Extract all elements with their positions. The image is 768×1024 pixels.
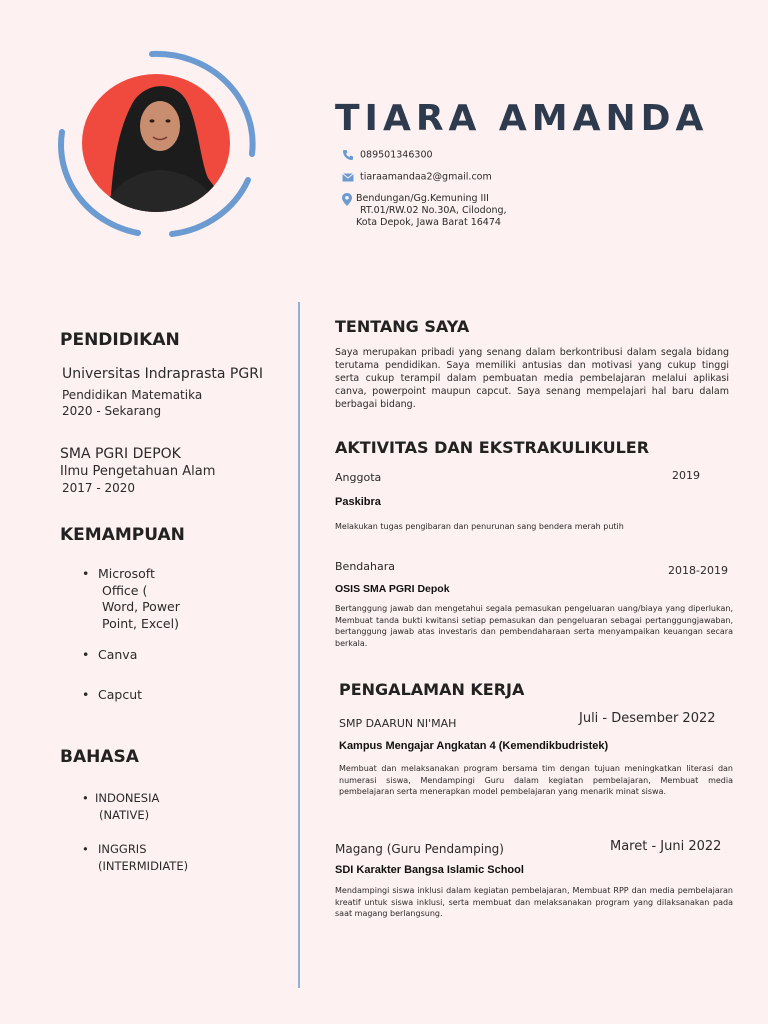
skill-line: Word, Power <box>102 599 180 614</box>
activity-date: 2019 <box>672 469 700 482</box>
activity-org: OSIS SMA PGRI Depok <box>335 583 450 595</box>
envelope-icon <box>342 171 354 183</box>
column-divider <box>298 302 300 988</box>
education-school: Universitas Indraprasta PGRI <box>62 366 264 382</box>
about-heading: TENTANG SAYA <box>335 317 470 336</box>
work-place: SMP DAARUN NI'MAH <box>339 717 457 730</box>
activity-description: Bertanggung jawab dan mengetahui segala pemasukan pengeluaran uang/biaya yang diperlukan, Membuat tanda bukti kwitansi setiap pemasukan dan pengeluaran sebagai pertanggungjawaban, bertanggung jawab atas investaris dan pembendaharaan serta menyampaikan keuangan secara berkala. <box>335 604 733 648</box>
skill-line: Point, Excel) <box>102 615 179 631</box>
activities-heading: AKTIVITAS DAN EKSTRAKULIKULER <box>335 438 650 457</box>
language-level: (INTERMIDIATE) <box>98 858 189 873</box>
work-heading: PENGALAMAN KERJA <box>339 680 525 699</box>
address-line-2: RT.01/RW.02 No.30A, Cilodong, <box>360 205 507 216</box>
education-years: 2017 - 2020 <box>62 481 136 495</box>
phone-icon <box>342 149 354 161</box>
skill-item <box>82 647 137 664</box>
education-major: Ilmu Pengetahuan Alam <box>60 464 216 479</box>
education-heading: PENDIDIKAN <box>60 330 180 350</box>
language-item <box>82 841 188 874</box>
work-program: Kampus Mengajar Angkatan 4 (Kemendikbudristek) <box>339 740 609 752</box>
activity-date: 2018-2019 <box>668 564 728 577</box>
skill-line: Office ( <box>102 582 148 598</box>
work-description: Mendampingi siswa inklusi dalam kegiatan pembelajaran, Membuat RPP dan media pembelajaran kreatif untuk siswa inklusi, serta membuat dan melaksanakan program yang dilaksanakan pada saat magang berlangsung. <box>335 886 733 918</box>
phone-number: 089501346300 <box>360 149 433 161</box>
activity-role: Bendahara <box>335 560 395 573</box>
work-place: Magang (Guru Pendamping) <box>335 842 504 856</box>
email-address: tiaraamandaa2@gmail.com <box>360 171 492 183</box>
language-level: (NATIVE) <box>99 807 150 822</box>
skills-heading: KEMAMPUAN <box>60 525 185 545</box>
skill-line: • Canva <box>98 647 138 662</box>
address-line-3: Kota Depok, Jawa Barat 16474 <box>356 217 501 228</box>
address-line-1: Bendungan/Gg.Kemuning III <box>356 193 489 204</box>
work-date: Maret - Juni 2022 <box>610 839 722 854</box>
work-program: SDI Karakter Bangsa Islamic School <box>335 864 524 876</box>
full-name: TIARA AMANDA <box>335 98 709 139</box>
location-pin-icon <box>342 193 352 206</box>
language-name: • INGGRIS <box>98 842 147 856</box>
skill-line: • Capcut <box>98 687 143 702</box>
activity-org: Paskibra <box>335 496 381 508</box>
skill-item <box>82 566 180 632</box>
activity-role: Anggota <box>335 471 382 484</box>
language-item <box>82 790 159 823</box>
about-text: Saya merupakan pribadi yang senang dalam berkontribusi dalam segala bidang terutama pendidikan. Saya memiliki antusias dan motivasi yang cukup tinggi serta cukup terampil dalam pembuatan media pembelajaran melalui aplikasi canva, powerpoint maupun capcut. Saya senang mempelajari hal baru dalam berbagai bidang. <box>335 347 729 410</box>
work-date: Juli - Desember 2022 <box>579 711 716 726</box>
skill-item <box>82 687 142 704</box>
education-major: Pendidikan Matematika <box>62 388 203 402</box>
skill-line: • Microsoft <box>98 566 155 581</box>
work-description: Membuat dan melaksanakan program bersama tim dengan tujuan meningkatkan literasi dan numerasi siswa, Mendampingi Guru dalam kegiatan pembelajaran, Membuat media pembelajaran serta menerapkan model pembelajaran yang menarik minat siswa. <box>339 764 733 796</box>
profile-photo <box>82 74 230 212</box>
language-name: • INDONESIA <box>95 791 160 805</box>
education-school: SMA PGRI DEPOK <box>60 446 181 462</box>
activity-description: Melakukan tugas pengibaran dan penurunan sang bendera merah putih <box>335 522 624 531</box>
education-years: 2020 - Sekarang <box>62 404 162 418</box>
address-block <box>342 193 507 229</box>
phone-row <box>342 149 433 161</box>
email-row <box>342 171 492 183</box>
languages-heading: BAHASA <box>60 747 139 767</box>
